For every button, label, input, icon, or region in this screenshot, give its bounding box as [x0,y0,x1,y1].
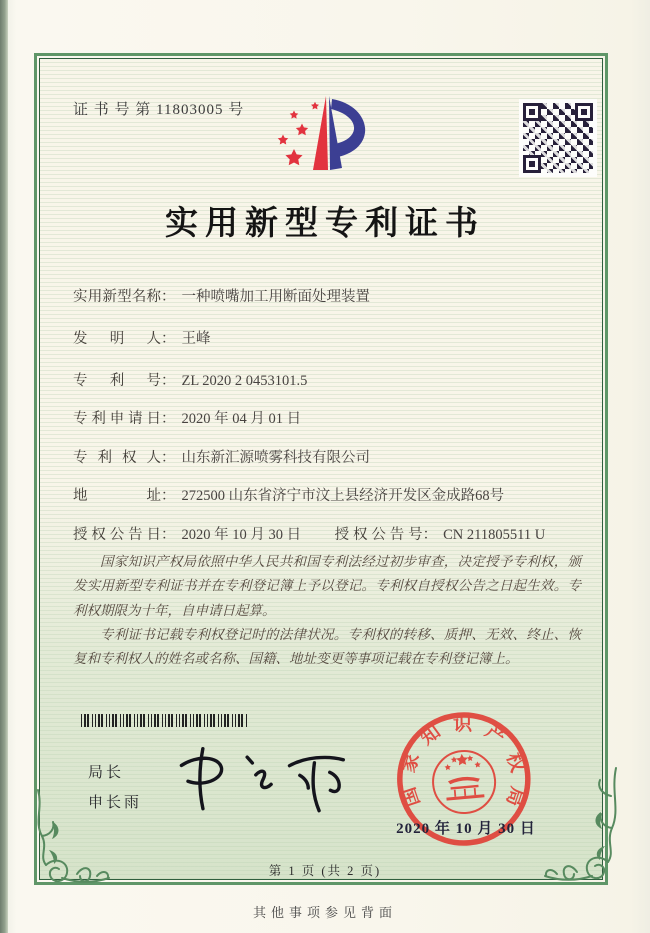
field-row-patentee [73,446,370,467]
field-label: 授权公告号 [334,527,423,543]
handwritten-signature-icon [152,733,357,828]
floral-corner-ornament-icon [535,766,623,888]
field-colon: ： [161,289,176,305]
qr-finder-top-right [575,103,593,121]
field-value: 272500 山东省济宁市汶上县经济开发区金成路68号 [181,488,505,504]
field-row-name [73,285,370,306]
field-row-address [73,484,504,505]
seal-date: 2020 年 10 月 30 日 [396,821,536,837]
grant-date-pair [73,523,331,544]
field-label: 授权公告日 [73,527,161,543]
qr-finder-bottom-left [523,155,541,173]
field-colon: ： [161,373,176,389]
grant-number-pair [335,523,593,544]
page-edge [0,0,8,933]
field-colon: ： [161,331,176,347]
certificate-number: 证 书 号 第 11803005 号 [73,102,245,118]
field-value: 2020 年 10 月 30 日 [181,527,302,543]
legal-text [73,550,581,671]
cnipa-patent-logo-icon [260,84,398,188]
floral-corner-ornament-icon [31,788,119,890]
field-colon: ： [422,527,438,543]
field-label: 专利权人 [73,450,161,466]
field-colon: ： [161,527,176,543]
field-value: 2020 年 04 月 01 日 [181,411,302,427]
qr-code-icon [519,99,597,177]
field-row-patent-number [73,369,307,390]
field-value: ZL 2020 2 0453101.5 [181,373,308,389]
field-value: CN 211805511 U [443,527,546,543]
seal-ring-text: 国家知识产权局 [398,714,528,810]
signer-title: 局长 [88,765,125,781]
field-row-grant [73,523,593,544]
field-row-inventor [73,327,211,348]
signer-name: 申长雨 [88,795,143,811]
field-label: 专利号 [73,373,161,389]
field-colon: ： [161,488,176,504]
field-value: 山东新汇源喷雾科技有限公司 [181,450,370,466]
field-label: 专利申请日 [73,411,161,427]
qr-finder-top-left [523,103,541,121]
field-colon: ： [161,411,176,427]
field-value: 一种喷嘴加工用断面处理装置 [181,289,370,305]
reverse-side-note: 其他事项参见背面 [252,905,397,920]
page-indicator: 第 1 页 (共 2 页) [268,864,382,878]
field-value: 王峰 [181,331,211,347]
field-label: 发明人 [73,331,161,347]
field-colon: ： [161,450,176,466]
certificate-title: 实用新型专利证书 [165,206,485,242]
field-label: 实用新型名称 [73,289,161,305]
barcode-icon [81,714,248,727]
legal-paragraph-2: 专利证书记载专利权登记时的法律状况。专利权的转移、质押、无效、终止、恢复和专利权人的姓名或名称、国籍、地址变更等事项记载在专利登记簿上。 [73,626,581,667]
national-emblem-seal-icon [376,693,552,869]
field-row-filing-date [73,407,301,428]
legal-paragraph-1: 国家知识产权局依照中华人民共和国专利法经过初步审查，决定授予专利权，颁发实用新型专利证书并在专利登记簿上予以登记。专利权自授权公告之日起生效。专利权期限为十年，自申请日起算。 [73,554,581,618]
field-label: 地址 [73,488,161,504]
